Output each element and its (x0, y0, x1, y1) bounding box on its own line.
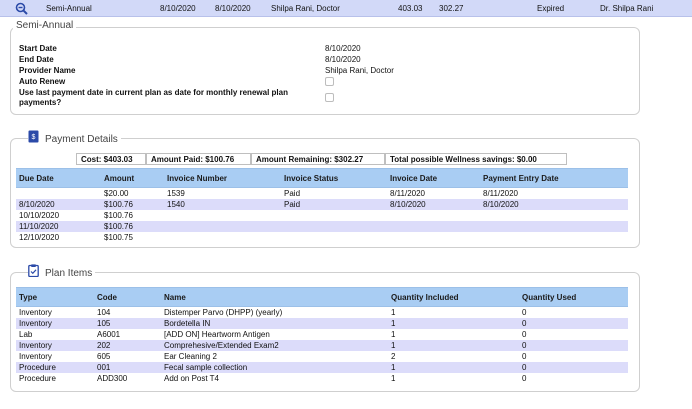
table-cell: 2 (391, 352, 396, 361)
table-cell: Inventory (16, 318, 94, 329)
col-quantity-included[interactable]: Quantity Included (388, 288, 519, 307)
table-cell: 8/10/2020 (16, 199, 101, 210)
table-cell: 001 (94, 362, 161, 373)
table-cell: Add on Post T4 (164, 374, 219, 383)
table-cell: 8/10/2020 (480, 199, 628, 210)
col-invoice-number[interactable]: Invoice Number (164, 169, 281, 188)
table-row[interactable] (16, 373, 628, 384)
provider-name-label: Provider Name (19, 66, 76, 75)
table-cell: 12/10/2020 (19, 233, 60, 242)
table-cell: $20.00 (104, 189, 129, 198)
use-last-payment-checkbox[interactable] (325, 93, 334, 102)
table-cell (387, 210, 480, 221)
table-cell (281, 232, 387, 243)
plan-section-title: Semi-Annual (13, 20, 76, 31)
table-cell: 1 (391, 374, 396, 383)
table-cell: 605 (97, 352, 111, 361)
table-cell (480, 232, 628, 243)
table-cell: 0 (522, 374, 527, 383)
col-invoice-date[interactable]: Invoice Date (387, 169, 480, 188)
table-cell (480, 221, 628, 232)
summary-plan: Semi-Annual (46, 4, 92, 13)
table-cell: 0 (522, 330, 527, 339)
payment-table (16, 168, 628, 243)
start-date-value: 8/10/2020 (325, 44, 361, 53)
auto-renew-checkbox[interactable] (325, 77, 334, 86)
table-cell: $100.76 (101, 221, 164, 232)
summary-start-date: 8/10/2020 (160, 4, 196, 13)
table-cell: Paid (281, 199, 387, 210)
col-name[interactable]: Name (161, 288, 388, 307)
provider-name-value: Shilpa Rani, Doctor (325, 66, 394, 75)
summary-doctor: Dr. Shilpa Rani (600, 4, 654, 13)
table-cell: 202 (94, 340, 161, 351)
table-cell: 104 (97, 308, 111, 317)
end-date-label: End Date (19, 55, 54, 64)
table-cell (164, 232, 281, 243)
start-date-label: Start Date (19, 44, 57, 53)
col-payment-entry-date[interactable]: Payment Entry Date (480, 169, 628, 188)
col-invoice-status[interactable]: Invoice Status (281, 169, 387, 188)
col-amount[interactable]: Amount (101, 169, 164, 188)
table-cell: Fecal sample collection (161, 362, 388, 373)
col-type[interactable]: Type (16, 288, 94, 307)
table-cell (480, 210, 628, 221)
table-cell: 1 (391, 308, 396, 317)
table-row[interactable] (16, 329, 628, 340)
table-cell: 0 (519, 318, 628, 329)
plan-items-table-body (16, 307, 628, 385)
table-row[interactable] (16, 362, 628, 373)
magnify-icon[interactable] (15, 2, 28, 15)
table-cell: [ADD ON] Heartworm Antigen (164, 330, 270, 339)
table-cell: 8/10/2020 (387, 199, 480, 210)
table-row[interactable] (16, 221, 628, 232)
plan-items-title: Plan Items (45, 268, 93, 279)
plan-summary-row[interactable] (0, 0, 692, 17)
summary-provider: Shilpa Rani, Doctor (271, 4, 340, 13)
table-row[interactable] (16, 188, 628, 200)
table-cell: 1540 (164, 199, 281, 210)
auto-renew-label: Auto Renew (19, 77, 66, 86)
table-cell: Procedure (16, 362, 94, 373)
table-cell: Paid (284, 189, 301, 198)
amount-remaining-box: Amount Remaining: $302.27 (251, 153, 385, 165)
summary-amount-total: 403.03 (398, 4, 423, 13)
payment-details-legend (28, 129, 121, 147)
table-cell: 8/11/2020 (390, 189, 425, 198)
svg-text:$: $ (31, 134, 36, 141)
use-last-payment-label-line2: payments? (19, 98, 62, 107)
table-cell: Lab (19, 330, 33, 339)
table-cell: Inventory (19, 352, 52, 361)
summary-amount-remaining: 302.27 (439, 4, 464, 13)
cost-box: Cost: $403.03 (76, 153, 146, 165)
end-date-value: 8/10/2020 (325, 55, 361, 64)
table-cell: Bordetella IN (161, 318, 388, 329)
payment-details-title: Payment Details (45, 134, 118, 145)
col-due-date[interactable]: Due Date (16, 169, 101, 188)
table-cell: 0 (522, 352, 527, 361)
summary-status: Expired (537, 4, 565, 13)
table-cell: 8/11/2020 (483, 189, 518, 198)
table-cell: 1 (388, 362, 519, 373)
use-last-payment-label-line1: Use last payment date in current plan as date for monthly renewal plan (19, 88, 288, 97)
table-row[interactable] (16, 210, 628, 221)
table-cell: 0 (519, 362, 628, 373)
table-cell: 1 (391, 330, 396, 339)
table-cell: $100.76 (104, 211, 133, 220)
table-row[interactable] (16, 351, 628, 362)
table-cell: 0 (522, 308, 527, 317)
table-row[interactable] (16, 199, 628, 210)
table-cell (164, 221, 281, 232)
table-cell: Comprehesive/Extended Exam2 (161, 340, 388, 351)
table-cell: 10/10/2020 (19, 211, 60, 220)
table-cell: Distemper Parvo (DHPP) (yearly) (164, 308, 283, 317)
clipboard-icon (28, 264, 39, 277)
table-row[interactable] (16, 340, 628, 351)
table-cell: Procedure (19, 374, 56, 383)
table-cell: 1539 (167, 189, 185, 198)
table-cell: 1 (388, 318, 519, 329)
table-row[interactable] (16, 232, 628, 243)
table-cell (281, 210, 387, 221)
table-row[interactable] (16, 307, 628, 319)
table-cell: $100.76 (101, 199, 164, 210)
plan-items-legend (28, 263, 95, 281)
table-cell (387, 221, 480, 232)
table-cell (16, 188, 101, 200)
table-cell (387, 232, 480, 243)
col-code[interactable]: Code (94, 288, 161, 307)
table-cell: 1 (388, 340, 519, 351)
summary-end-date: 8/10/2020 (215, 4, 251, 13)
table-cell: Ear Cleaning 2 (164, 352, 217, 361)
table-cell (281, 221, 387, 232)
table-cell: 11/10/2020 (16, 221, 101, 232)
col-quantity-used[interactable]: Quantity Used (519, 288, 628, 307)
invoice-icon (28, 130, 39, 143)
table-cell: Inventory (19, 308, 52, 317)
table-cell: ADD300 (97, 374, 128, 383)
amount-paid-box: Amount Paid: $100.76 (146, 153, 251, 165)
wellness-savings-box: Total possible Wellness savings: $0.00 (385, 153, 567, 165)
table-cell: 105 (94, 318, 161, 329)
table-cell: 0 (519, 340, 628, 351)
table-cell: $100.75 (104, 233, 133, 242)
table-cell (164, 210, 281, 221)
table-row[interactable] (16, 318, 628, 329)
plan-items-table (16, 287, 628, 384)
table-cell: A6001 (97, 330, 121, 339)
table-cell: Inventory (16, 340, 94, 351)
payment-table-body (16, 188, 628, 244)
